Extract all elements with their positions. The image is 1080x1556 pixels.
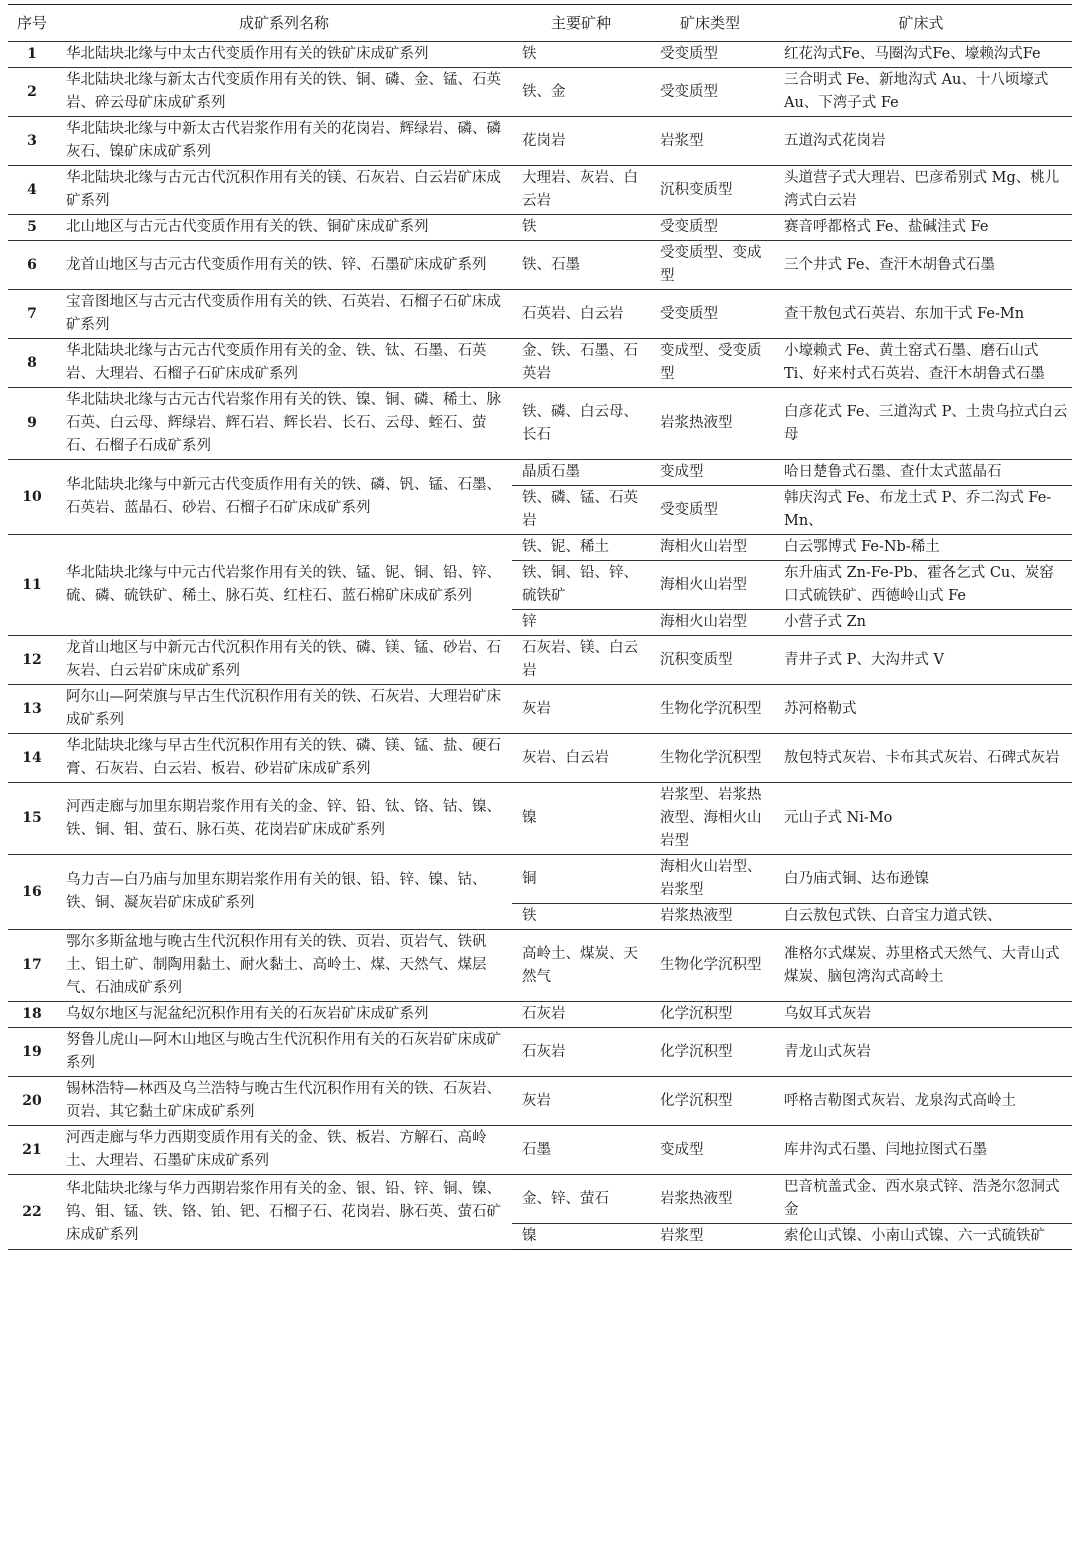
deposit-type-cell: 变成型、受变质型 <box>650 339 770 388</box>
series-name-cell: 华北陆块北缘与中新元古代变质作用有关的铁、磷、钒、锰、石墨、石英岩、蓝晶石、砂岩、石榴子石矿床成矿系列 <box>56 460 512 535</box>
deposit-type-cell: 受变质型 <box>650 486 770 535</box>
series-name-cell: 努鲁儿虎山—阿木山地区与晚古生代沉积作用有关的石灰岩矿床成矿系列 <box>56 1028 512 1077</box>
main-ore-cell: 灰岩 <box>512 1077 650 1126</box>
deposit-type-cell: 生物化学沉积型 <box>650 734 770 783</box>
deposit-type-cell: 受变质型 <box>650 68 770 117</box>
table-row <box>8 685 1072 734</box>
deposit-type-cell: 沉积变质型 <box>650 166 770 215</box>
deposit-type-cell: 生物化学沉积型 <box>650 930 770 1002</box>
deposit-type-cell: 生物化学沉积型 <box>650 685 770 734</box>
header-no: 序号 <box>8 5 56 42</box>
deposit-style-cell: 韩庆沟式 Fe、布龙土式 P、乔二沟式 Fe-Mn、 <box>770 486 1072 535</box>
row-number: 18 <box>8 1002 56 1028</box>
deposit-style-cell: 白彦花式 Fe、三道沟式 P、土贵乌拉式白云母 <box>770 388 1072 460</box>
deposit-type-cell: 化学沉积型 <box>650 1077 770 1126</box>
series-name-cell: 鄂尔多斯盆地与晚古生代沉积作用有关的铁、页岩、页岩气、铁矾土、铝土矿、制陶用黏土、耐火黏土、高岭土、煤、天然气、煤层气、石油成矿系列 <box>56 930 512 1002</box>
row-number: 17 <box>8 930 56 1002</box>
series-name-cell: 华北陆块北缘与新太古代变质作用有关的铁、铜、磷、金、锰、石英岩、碎云母矿床成矿系列 <box>56 68 512 117</box>
deposit-type-cell: 海相火山岩型 <box>650 610 770 636</box>
deposit-type-cell: 受变质型、变成型 <box>650 241 770 290</box>
table-row <box>8 855 1072 904</box>
main-ore-cell: 镍 <box>512 783 650 855</box>
main-ore-cell: 石灰岩、镁、白云岩 <box>512 636 650 685</box>
deposit-type-cell: 变成型 <box>650 460 770 486</box>
row-number: 3 <box>8 117 56 166</box>
main-ore-cell: 石墨 <box>512 1126 650 1175</box>
row-number: 4 <box>8 166 56 215</box>
deposit-type-cell: 岩浆热液型 <box>650 388 770 460</box>
deposit-type-cell: 岩浆型、岩浆热液型、海相火山岩型 <box>650 783 770 855</box>
series-name-cell: 乌力吉—白乃庙与加里东期岩浆作用有关的银、铅、锌、镍、钴、铁、铜、凝灰岩矿床成矿系列 <box>56 855 512 930</box>
series-name-cell: 河西走廊与华力西期变质作用有关的金、铁、板岩、方解石、高岭土、大理岩、石墨矿床成矿系列 <box>56 1126 512 1175</box>
table-row <box>8 42 1072 68</box>
table-row <box>8 241 1072 290</box>
deposit-type-cell: 化学沉积型 <box>650 1002 770 1028</box>
series-name-cell: 河西走廊与加里东期岩浆作用有关的金、锌、铅、钛、铬、钴、镍、铁、铜、钼、萤石、脉石英、花岗岩矿床成矿系列 <box>56 783 512 855</box>
deposit-style-cell: 三个井式 Fe、查汗木胡鲁式石墨 <box>770 241 1072 290</box>
deposit-style-cell: 哈日楚鲁式石墨、查什太式蓝晶石 <box>770 460 1072 486</box>
table-row <box>8 388 1072 460</box>
table-row <box>8 535 1072 561</box>
table-row <box>8 1077 1072 1126</box>
row-number: 2 <box>8 68 56 117</box>
row-number: 16 <box>8 855 56 930</box>
deposit-type-cell: 沉积变质型 <box>650 636 770 685</box>
row-number: 8 <box>8 339 56 388</box>
header-deposit-type: 矿床类型 <box>650 5 770 42</box>
table-row <box>8 734 1072 783</box>
deposit-style-cell: 查干敖包式石英岩、东加干式 Fe-Mn <box>770 290 1072 339</box>
table-row <box>8 1028 1072 1077</box>
deposit-style-cell: 五道沟式花岗岩 <box>770 117 1072 166</box>
main-ore-cell: 石灰岩 <box>512 1028 650 1077</box>
deposit-style-cell: 巴音杭盖式金、西水泉式锌、浩尧尔忽洞式金 <box>770 1175 1072 1224</box>
table-row <box>8 290 1072 339</box>
deposit-style-cell: 东升庙式 Zn-Fe-Pb、霍各乞式 Cu、炭窑口式硫铁矿、西德岭山式 Fe <box>770 561 1072 610</box>
deposit-style-cell: 库井沟式石墨、闫地拉图式石墨 <box>770 1126 1072 1175</box>
table-row <box>8 1175 1072 1224</box>
series-name-cell: 华北陆块北缘与中元古代岩浆作用有关的铁、锰、铌、铜、铅、锌、硫、磷、硫铁矿、稀土、脉石英、红柱石、蓝石棉矿床成矿系列 <box>56 535 512 636</box>
ore-series-table <box>8 4 1072 1250</box>
deposit-style-cell: 苏河格勒式 <box>770 685 1072 734</box>
series-name-cell: 宝音图地区与古元古代变质作用有关的铁、石英岩、石榴子石矿床成矿系列 <box>56 290 512 339</box>
main-ore-cell: 镍 <box>512 1224 650 1250</box>
deposit-style-cell: 白云鄂博式 Fe-Nb-稀土 <box>770 535 1072 561</box>
main-ore-cell: 石英岩、白云岩 <box>512 290 650 339</box>
row-number: 15 <box>8 783 56 855</box>
table-row <box>8 215 1072 241</box>
main-ore-cell: 铁、磷、锰、石英岩 <box>512 486 650 535</box>
deposit-type-cell: 变成型 <box>650 1126 770 1175</box>
series-name-cell: 华北陆块北缘与中新太古代岩浆作用有关的花岗岩、辉绿岩、磷、磷灰石、镍矿床成矿系列 <box>56 117 512 166</box>
deposit-style-cell: 索伦山式镍、小南山式镍、六一式硫铁矿 <box>770 1224 1072 1250</box>
deposit-style-cell: 头道营子式大理岩、巴彦希别式 Mg、桃儿湾式白云岩 <box>770 166 1072 215</box>
deposit-style-cell: 敖包特式灰岩、卡布其式灰岩、石碑式灰岩 <box>770 734 1072 783</box>
deposit-style-cell: 元山子式 Ni-Mo <box>770 783 1072 855</box>
table-row <box>8 1002 1072 1028</box>
table-row <box>8 68 1072 117</box>
series-name-cell: 华北陆块北缘与古元古代变质作用有关的金、铁、钛、石墨、石英岩、大理岩、石榴子石矿床成矿系列 <box>56 339 512 388</box>
row-number: 5 <box>8 215 56 241</box>
series-name-cell: 乌奴尔地区与泥盆纪沉积作用有关的石灰岩矿床成矿系列 <box>56 1002 512 1028</box>
series-name-cell: 华北陆块北缘与古元古代沉积作用有关的镁、石灰岩、白云岩矿床成矿系列 <box>56 166 512 215</box>
deposit-type-cell: 海相火山岩型 <box>650 535 770 561</box>
series-name-cell: 龙首山地区与中新元古代沉积作用有关的铁、磷、镁、锰、砂岩、石灰岩、白云岩矿床成矿系列 <box>56 636 512 685</box>
deposit-type-cell: 受变质型 <box>650 290 770 339</box>
table-header-row <box>8 5 1072 42</box>
deposit-type-cell: 岩浆型 <box>650 117 770 166</box>
row-number: 10 <box>8 460 56 535</box>
row-number: 6 <box>8 241 56 290</box>
header-deposit-style: 矿床式 <box>770 5 1072 42</box>
deposit-style-cell: 三合明式 Fe、新地沟式 Au、十八顷壕式 Au、下湾子式 Fe <box>770 68 1072 117</box>
table-row <box>8 783 1072 855</box>
deposit-style-cell: 小营子式 Zn <box>770 610 1072 636</box>
deposit-style-cell: 乌奴耳式灰岩 <box>770 1002 1072 1028</box>
table-row <box>8 166 1072 215</box>
deposit-style-cell: 呼格吉勒图式灰岩、龙泉沟式高岭土 <box>770 1077 1072 1126</box>
deposit-style-cell: 准格尔式煤炭、苏里格式天然气、大青山式煤炭、脑包湾沟式高岭土 <box>770 930 1072 1002</box>
deposit-style-cell: 白云敖包式铁、白音宝力道式铁、 <box>770 904 1072 930</box>
main-ore-cell: 大理岩、灰岩、白云岩 <box>512 166 650 215</box>
header-main-ore: 主要矿种 <box>512 5 650 42</box>
main-ore-cell: 铁、磷、白云母、长石 <box>512 388 650 460</box>
main-ore-cell: 金、锌、萤石 <box>512 1175 650 1224</box>
deposit-style-cell: 白乃庙式铜、达布逊镍 <box>770 855 1072 904</box>
row-number: 22 <box>8 1175 56 1250</box>
table-row <box>8 460 1072 486</box>
deposit-type-cell: 海相火山岩型 <box>650 561 770 610</box>
main-ore-cell: 铁 <box>512 42 650 68</box>
row-number: 12 <box>8 636 56 685</box>
main-ore-cell: 花岗岩 <box>512 117 650 166</box>
table-body <box>8 42 1072 1250</box>
main-ore-cell: 铁、石墨 <box>512 241 650 290</box>
header-series-name: 成矿系列名称 <box>56 5 512 42</box>
main-ore-cell: 锌 <box>512 610 650 636</box>
deposit-type-cell: 化学沉积型 <box>650 1028 770 1077</box>
main-ore-cell: 铜 <box>512 855 650 904</box>
row-number: 1 <box>8 42 56 68</box>
row-number: 14 <box>8 734 56 783</box>
main-ore-cell: 晶质石墨 <box>512 460 650 486</box>
row-number: 19 <box>8 1028 56 1077</box>
deposit-type-cell: 岩浆热液型 <box>650 904 770 930</box>
series-name-cell: 华北陆块北缘与古元古代岩浆作用有关的铁、镍、铜、磷、稀土、脉石英、白云母、辉绿岩、辉石岩、辉长岩、长石、云母、蛭石、萤石、石榴子石成矿系列 <box>56 388 512 460</box>
table-row <box>8 339 1072 388</box>
main-ore-cell: 高岭土、煤炭、天然气 <box>512 930 650 1002</box>
row-number: 7 <box>8 290 56 339</box>
deposit-type-cell: 岩浆型 <box>650 1224 770 1250</box>
deposit-style-cell: 红花沟式Fe、马圈沟式Fe、壕赖沟式Fe <box>770 42 1072 68</box>
main-ore-cell: 灰岩、白云岩 <box>512 734 650 783</box>
main-ore-cell: 铁、金 <box>512 68 650 117</box>
deposit-type-cell: 海相火山岩型、岩浆型 <box>650 855 770 904</box>
series-name-cell: 华北陆块北缘与华力西期岩浆作用有关的金、银、铅、锌、铜、镍、钨、钼、锰、铁、铬、铂、钯、石榴子石、花岗岩、脉石英、萤石矿床成矿系列 <box>56 1175 512 1250</box>
table-row <box>8 117 1072 166</box>
deposit-type-cell: 受变质型 <box>650 42 770 68</box>
series-name-cell: 锡林浩特—林西及乌兰浩特与晚古生代沉积作用有关的铁、石灰岩、页岩、其它黏土矿床成矿系列 <box>56 1077 512 1126</box>
deposit-type-cell: 受变质型 <box>650 215 770 241</box>
series-name-cell: 龙首山地区与古元古代变质作用有关的铁、锌、石墨矿床成矿系列 <box>56 241 512 290</box>
series-name-cell: 阿尔山—阿荣旗与早古生代沉积作用有关的铁、石灰岩、大理岩矿床成矿系列 <box>56 685 512 734</box>
series-name-cell: 华北陆块北缘与早古生代沉积作用有关的铁、磷、镁、锰、盐、硬石膏、石灰岩、白云岩、板岩、砂岩矿床成矿系列 <box>56 734 512 783</box>
main-ore-cell: 石灰岩 <box>512 1002 650 1028</box>
deposit-style-cell: 小壕赖式 Fe、黄土窑式石墨、磨石山式 Ti、好来村式石英岩、查汗木胡鲁式石墨 <box>770 339 1072 388</box>
main-ore-cell: 铁、铜、铅、锌、硫铁矿 <box>512 561 650 610</box>
series-name-cell: 北山地区与古元古代变质作用有关的铁、铜矿床成矿系列 <box>56 215 512 241</box>
row-number: 13 <box>8 685 56 734</box>
table-row <box>8 1126 1072 1175</box>
main-ore-cell: 铁 <box>512 904 650 930</box>
deposit-type-cell: 岩浆热液型 <box>650 1175 770 1224</box>
main-ore-cell: 铁、铌、稀土 <box>512 535 650 561</box>
row-number: 9 <box>8 388 56 460</box>
row-number: 20 <box>8 1077 56 1126</box>
row-number: 11 <box>8 535 56 636</box>
deposit-style-cell: 赛音呼都格式 Fe、盐碱洼式 Fe <box>770 215 1072 241</box>
table-row <box>8 636 1072 685</box>
row-number: 21 <box>8 1126 56 1175</box>
deposit-style-cell: 青龙山式灰岩 <box>770 1028 1072 1077</box>
deposit-style-cell: 青井子式 P、大沟井式 V <box>770 636 1072 685</box>
main-ore-cell: 灰岩 <box>512 685 650 734</box>
main-ore-cell: 金、铁、石墨、石英岩 <box>512 339 650 388</box>
series-name-cell: 华北陆块北缘与中太古代变质作用有关的铁矿床成矿系列 <box>56 42 512 68</box>
main-ore-cell: 铁 <box>512 215 650 241</box>
table-row <box>8 930 1072 1002</box>
